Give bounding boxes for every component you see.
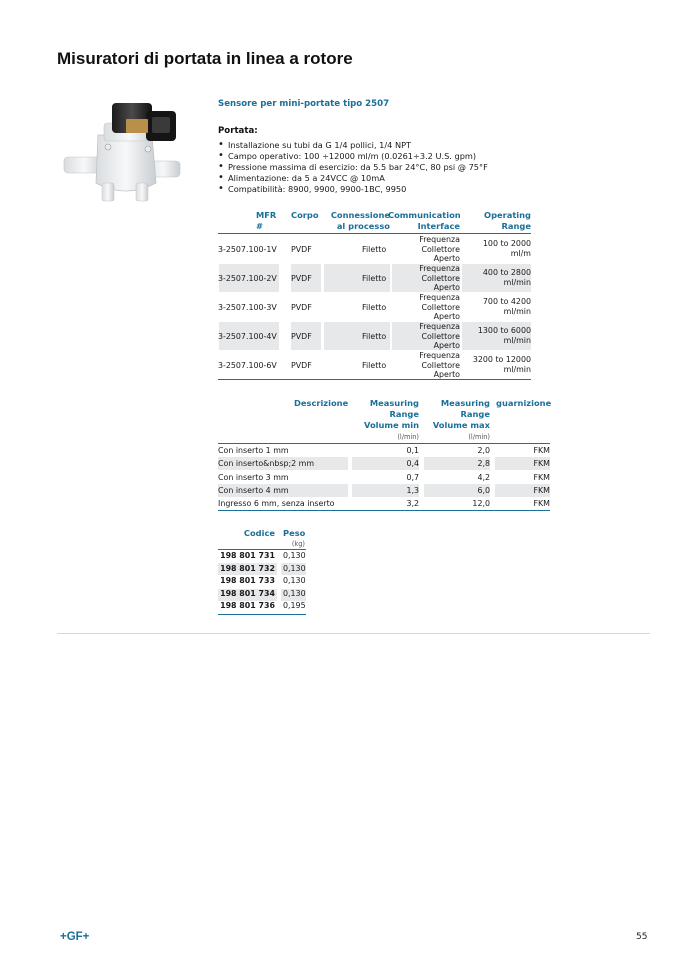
range-line: ml/min [503, 278, 531, 287]
header-operating-range [470, 210, 531, 232]
table-row [218, 293, 531, 322]
divider [57, 633, 650, 634]
cell-volume-min: 3,2 [406, 499, 419, 509]
cell-range [468, 268, 531, 288]
comm-line: Collettore [421, 331, 460, 341]
cell-descrizione: Con inserto 3 mm [218, 472, 289, 482]
range-line: 100 to 2000 [482, 239, 531, 248]
range-line: ml/min [503, 365, 531, 374]
table-row [218, 600, 306, 613]
page-title: Misuratori di portata in linea a rotore [57, 49, 353, 68]
cell-volume-max: 2,8 [477, 459, 490, 469]
range-line: ml/min [503, 307, 531, 316]
cell-communication [394, 322, 460, 351]
cell-connessione: Filetto [362, 361, 387, 370]
comm-line: Aperto [433, 254, 460, 264]
table-row [218, 497, 550, 510]
table-row [218, 563, 306, 576]
table-rule [218, 379, 531, 380]
header-guarnizione: guarnizione [496, 398, 552, 408]
cell-volume-min: 1,3 [406, 485, 419, 495]
header-connessione [330, 210, 390, 232]
feature-item: • Compatibilità: 8900, 9900, 9900-1BC, 9950 [218, 184, 488, 195]
header-descrizione: Descrizione [294, 398, 349, 408]
range-line: 700 to 4200 [482, 297, 531, 306]
page-number: 55 [636, 932, 648, 942]
cell-volume-max: 6,0 [477, 485, 490, 495]
table-row [218, 471, 550, 484]
range-line: ml/min [503, 336, 531, 345]
comm-line: Aperto [433, 341, 460, 351]
table-row [218, 550, 306, 563]
cell-communication [394, 293, 460, 322]
cell-peso: 0,130 [283, 563, 306, 573]
cell-connessione: Filetto [362, 332, 387, 341]
cell-volume-min: 0,7 [406, 472, 419, 482]
table-row [218, 351, 531, 380]
comm-line: Frequenza [419, 264, 460, 273]
table-row [218, 264, 531, 293]
cell-corpo: PVDF [291, 303, 312, 312]
cell-communication [394, 351, 460, 380]
cell-codice: 198 801 734 [220, 588, 275, 598]
cell-corpo: PVDF [291, 361, 312, 370]
header-line: Range [460, 409, 490, 419]
table-row [218, 484, 550, 497]
cell-volume-min: 0,1 [406, 446, 419, 455]
table-rule [218, 510, 550, 511]
header-corpo: Corpo [291, 210, 319, 220]
cell-peso: 0,130 [283, 551, 306, 560]
cell-range [468, 239, 531, 259]
comm-line: Frequenza [419, 235, 460, 244]
cell-communication [394, 264, 460, 293]
cell-volume-max: 12,0 [472, 499, 490, 509]
comm-line: Aperto [433, 312, 460, 322]
table-rule [218, 614, 306, 615]
cell-code: 3-2507.100-6V [218, 361, 277, 370]
comm-line: Aperto [433, 283, 460, 293]
cell-code: 3-2507.100-1V [218, 245, 277, 254]
header-line: Volume max [432, 420, 490, 430]
comm-line: Frequenza [419, 322, 460, 331]
header-line: Measuring [369, 398, 419, 408]
comm-line: Collettore [421, 273, 460, 283]
cell-descrizione: Con inserto 4 mm [218, 485, 289, 495]
cell-code: 3-2507.100-3V [218, 303, 277, 312]
cell-descrizione: Ingresso 6 mm, senza inserto [218, 499, 335, 509]
header-volume-max [424, 398, 490, 431]
table-row [218, 575, 306, 588]
range-line: 1300 to 6000 [477, 326, 531, 335]
comm-line: Frequenza [419, 293, 460, 302]
feature-list [218, 140, 488, 195]
brand-logo: +GF+ [60, 931, 90, 943]
cell-codice: 198 801 736 [220, 601, 275, 611]
table-row [218, 588, 306, 601]
cell-corpo: PVDF [291, 245, 312, 254]
header-connessione-line1: Connessione [330, 210, 390, 220]
range-line: 400 to 2800 [482, 268, 531, 277]
range-line: ml/m [510, 249, 531, 258]
feature-item: • Campo operativo: 100 ÷12000 ml/m (0.0261÷3.2 U.S. gpm) [218, 151, 488, 162]
header-communication-line2: Interface [417, 221, 460, 231]
header-line: Measuring [440, 398, 490, 408]
cell-code: 3-2507.100-2V [218, 274, 277, 283]
cell-peso: 0,130 [283, 588, 306, 598]
cell-guarnizione: FKM [533, 459, 550, 469]
cell-guarnizione: FKM [533, 485, 550, 495]
cell-guarnizione: FKM [533, 499, 550, 509]
unit-max: (l/min) [468, 433, 490, 441]
cell-codice: 198 801 733 [220, 576, 275, 586]
comm-line: Collettore [421, 244, 460, 254]
cell-descrizione: Con inserto 1 mm [218, 446, 289, 455]
cell-codice: 198 801 731 [220, 551, 275, 560]
header-operating-line1: Operating [484, 210, 531, 220]
cell-descrizione: Con inserto&nbsp;2 mm [218, 459, 315, 469]
feature-item: • Pressione massima di esercizio: da 5.5 bar 24°C, 80 psi @ 75°F [218, 162, 488, 173]
comm-line: Aperto [433, 370, 460, 380]
table-row [218, 235, 531, 264]
cell-volume-min: 0,4 [406, 459, 419, 469]
table-row [218, 457, 550, 470]
cell-corpo: PVDF [291, 332, 312, 341]
cell-peso: 0,195 [283, 601, 306, 611]
header-communication [388, 210, 460, 232]
cell-guarnizione: FKM [533, 472, 550, 482]
cell-volume-max: 2,0 [477, 446, 490, 455]
cell-guarnizione: FKM [533, 446, 550, 455]
unit-peso: (kg) [291, 540, 305, 548]
table-row [218, 444, 550, 457]
comm-line: Collettore [421, 360, 460, 370]
cell-corpo: PVDF [291, 274, 312, 283]
comm-line: Collettore [421, 302, 460, 312]
comm-line: Frequenza [419, 351, 460, 360]
header-codice: Codice [243, 528, 275, 538]
header-connessione-line2: al processo [336, 221, 390, 231]
cell-range [468, 297, 531, 317]
unit-min: (l/min) [397, 433, 419, 441]
header-communication-line1: Communication [388, 210, 461, 220]
cell-connessione: Filetto [362, 303, 387, 312]
header-operating-line2: Range [501, 221, 531, 231]
range-line: 3200 to 12000 [472, 355, 531, 364]
cell-range [468, 326, 531, 346]
cell-code: 3-2507.100-4V [218, 332, 277, 341]
cell-communication [394, 235, 460, 264]
header-peso: Peso [283, 528, 306, 538]
header-mfr: MFR # [256, 210, 277, 231]
cell-range [468, 355, 531, 375]
table-row [218, 322, 531, 351]
header-line: Volume min [364, 420, 419, 430]
cell-codice: 198 801 732 [220, 563, 275, 573]
header-volume-min [352, 398, 419, 431]
cell-connessione: Filetto [362, 245, 387, 254]
cell-connessione: Filetto [362, 274, 387, 283]
cell-volume-max: 4,2 [477, 472, 490, 482]
feature-item: • Installazione su tubi da G 1/4 pollici, 1/4 NPT [218, 140, 488, 151]
feature-item: • Alimentazione: da 5 a 24VCC @ 10mA [218, 173, 488, 184]
product-image [60, 95, 190, 207]
cell-peso: 0,130 [283, 576, 306, 586]
section-title: Sensore per mini-portate tipo 2507 [218, 99, 390, 109]
header-line: Range [389, 409, 419, 419]
portata-heading: Portata: [218, 126, 258, 136]
